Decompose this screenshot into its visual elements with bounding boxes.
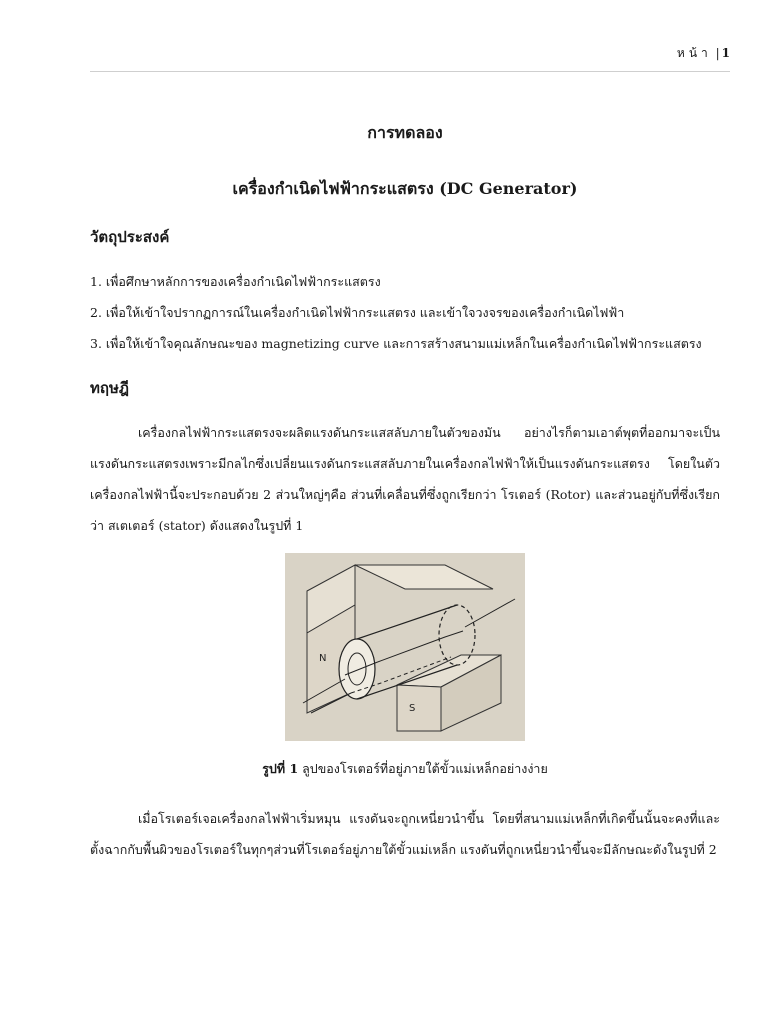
figure-caption xyxy=(90,757,720,781)
page-label: หน้า xyxy=(676,46,712,60)
document-body xyxy=(90,118,720,865)
pole-n-label: N xyxy=(319,653,327,664)
objectives-list xyxy=(90,266,720,359)
page-number: 1 xyxy=(721,46,730,60)
rotor-loop-figure xyxy=(285,553,525,741)
pole-s-label: S xyxy=(409,703,416,714)
figure-caption-label: รูปที่ 1 xyxy=(262,761,299,776)
objective-item: 1. เพื่อศึกษาหลักการของเครื่องกำเนิดไฟฟ้ากระแสตรง xyxy=(90,274,381,289)
theory-paragraph-2: เมื่อโรเตอร์เจอเครื่องกลไฟฟ้าเริ่มหมุน แรงดันจะถูกเหนี่ยวนำขึ้น โดยที่สนามแม่เหล็กที่เกิดขึ้นนั้นจะคงที่และตั้งฉากกับพื้นผิวของโรเตอร์ในทุกๆส่วนที่โรเตอร์อยู่ภายใต้ขั้วแม่เหล็ก แรงดันที่ถูกเหนี่ยวนำขึ้นจะมีลักษณะดังในรูปที่ 2 xyxy=(90,811,720,857)
figure-caption-text: ลูปของโรเตอร์ที่อยู่ภายใต้ขั้วแม่เหล็กอย่างง่าย xyxy=(298,761,548,776)
document-subtitle: เครื่องกำเนิดไฟฟ้ากระแสตรง (DC Generator) xyxy=(232,179,578,198)
page-header xyxy=(90,44,730,72)
theory-paragraph-1: เครื่องกลไฟฟ้ากระแสตรงจะผลิตแรงดันกระแสสลับภายในตัวของมัน อย่างไรก็ตามเอาต์พุตที่ออกมาจะเป็นแรงดันกระแสตรงเพราะมีกลไกซึ่งเปลี่ยนแรงดันกระแสสลับภายในเครื่องกลไฟฟ้าให้เป็นแรงดันกระแสตรง โดยในตัวเครื่องกลไฟฟ้านี้จะประกอบด้วย 2 ส่วนใหญ่ๆคือ ส่วนที่เคลื่อนที่ซึ่งถูกเรียกว่า โรเตอร์ (Rotor) และส่วนอยู่กับที่ซึ่งเรียกว่า สเตเตอร์ (stator) ดังแสดงในรูปที่ 1 xyxy=(90,425,720,533)
page-separator: | xyxy=(715,46,720,60)
document-title: การทดลอง xyxy=(367,123,443,142)
objectives-heading: วัตถุประสงค์ xyxy=(90,228,170,246)
theory-heading: ทฤษฎี xyxy=(90,379,129,397)
objective-item: 2. เพื่อให้เข้าใจปรากฏการณ์ในเครื่องกำเนิดไฟฟ้ากระแสตรง และเข้าใจวงจรของเครื่องกำเนิดไฟฟ้า xyxy=(90,305,625,320)
objective-item: 3. เพื่อให้เข้าใจคุณลักษณะของ magnetizing curve และการสร้างสนามแม่เหล็กในเครื่องกำเนิดไฟฟ้ากระแสตรง xyxy=(90,336,702,351)
